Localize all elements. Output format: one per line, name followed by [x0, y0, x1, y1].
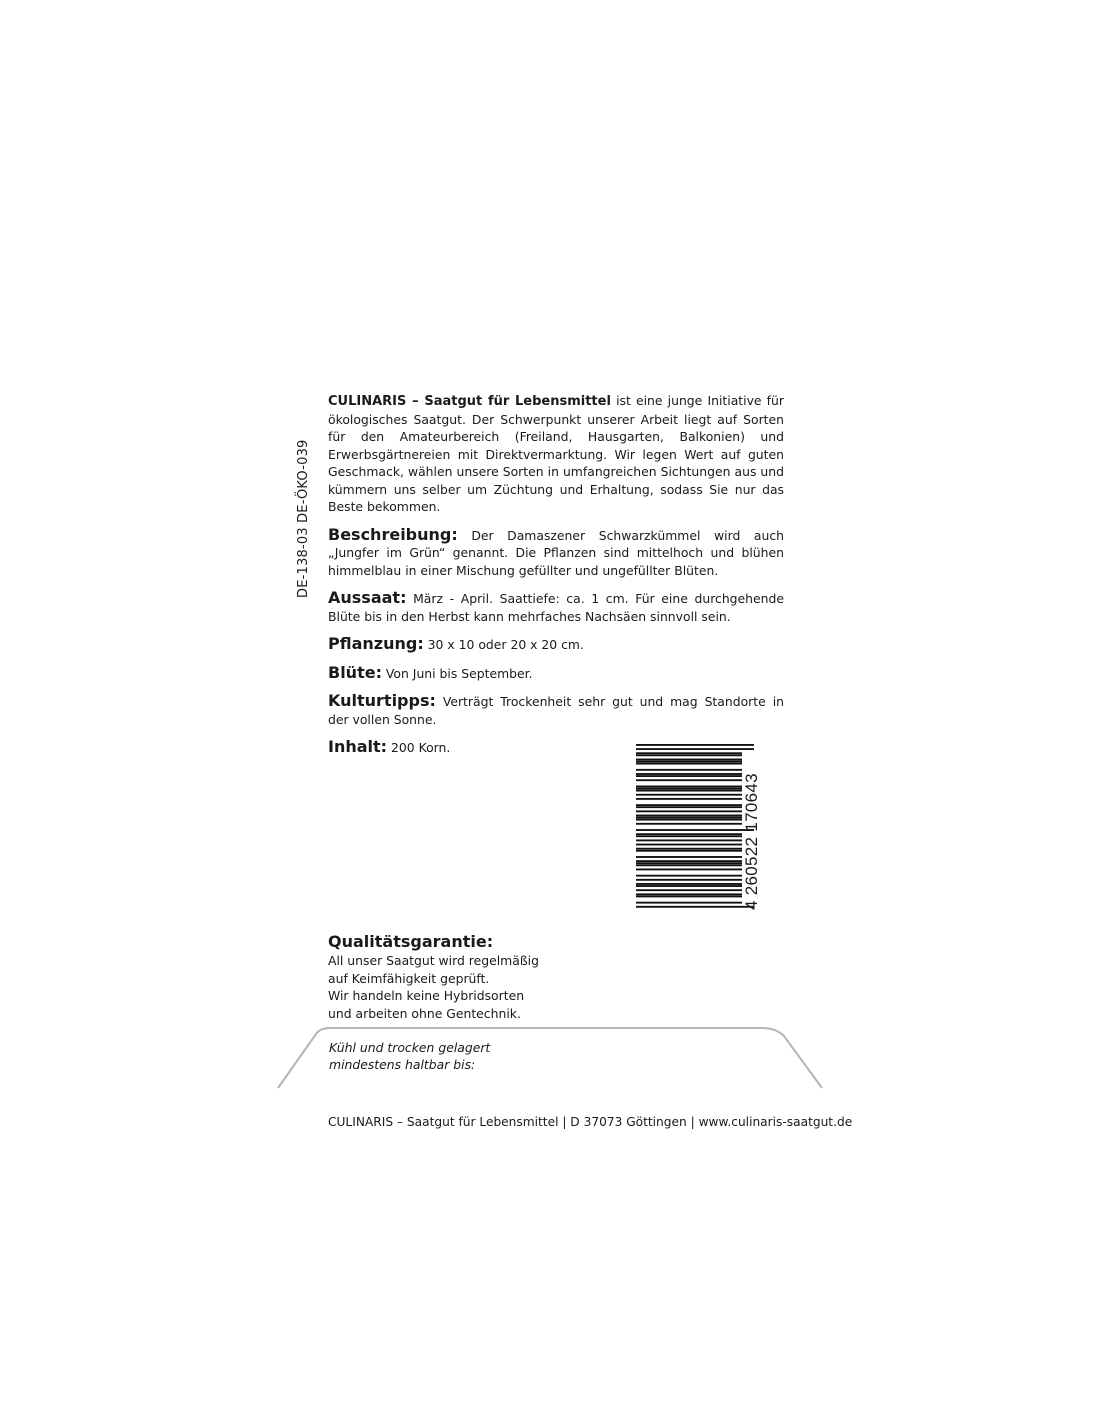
- barcode-bar: [636, 788, 742, 790]
- barcode-bar: [636, 779, 742, 781]
- barcode-bar: [636, 850, 742, 852]
- barcode-bar: [636, 794, 742, 796]
- quality-line: Wir handeln keine Hybridsorten: [328, 988, 525, 1003]
- barcode-bar: [636, 906, 754, 908]
- section-label: Inhalt:: [328, 737, 388, 756]
- barcode-bar: [636, 829, 754, 831]
- quality-title: Qualitätsgarantie:: [328, 932, 494, 951]
- footer-address: CULINARIS – Saatgut für Lebensmittel | D 37073 Göttingen | www.culinaris-saatgut.de: [328, 1115, 853, 1129]
- section-aussaat: [328, 589, 784, 625]
- barcode-bar: [636, 806, 742, 808]
- quality-line: und arbeiten ohne Gentechnik.: [328, 1005, 521, 1021]
- barcode-bar: [636, 848, 742, 850]
- barcode-bar: [636, 875, 742, 877]
- storage-line: mindestens haltbar bis:: [329, 1057, 476, 1072]
- barcode-bar: [636, 773, 742, 775]
- quality-line: auf Keimfähigkeit geprüft.: [328, 970, 490, 986]
- product-info: [328, 392, 784, 757]
- barcode-bar: [636, 883, 742, 885]
- barcode-bar: [636, 754, 742, 756]
- barcode-bar: [636, 804, 742, 806]
- section-label: Aussaat:: [328, 588, 407, 607]
- barcode-digits: 4 260522 170643: [742, 773, 761, 910]
- barcode-bar: [636, 869, 742, 871]
- barcode-bar: [636, 763, 742, 765]
- barcode-bar: [636, 798, 742, 800]
- quality-guarantee: [328, 932, 588, 1022]
- brand-name: CULINARIS – Saatgut für Lebensmittel: [328, 394, 611, 409]
- barcode-bar: [636, 819, 742, 821]
- section-text: 200 Korn.: [387, 740, 451, 755]
- section-text: Der Damaszener Schwarzkümmel wird auch „Jungfer im Grün“ genannt. Die Pflanzen sind mittelhoch und blühen himmelblau in einer Mischung gefüllter und ungefüllter Blüten.: [328, 527, 784, 578]
- barcode-bar: [636, 810, 742, 812]
- barcode-bar: [636, 744, 754, 746]
- section-beschreibung: [328, 526, 784, 580]
- barcode-bar: [636, 862, 742, 864]
- section-label: Pflanzung:: [328, 634, 424, 653]
- intro-text: ist eine junge Initiative für ökologisches Saatgut. Der Schwerpunkt unserer Arbeit liegt auf Sorten für den Amateurbereich (Freiland, Hausgarten, Balkonien) und Erwerbsgärtnereien mit Direktvermarktung. Wir legen Wert auf guten Geschmack, wählen unsere Sorten in umfangreichen Sichtungen aus und kümmern uns selber um Züchtung und Erhaltung, sodass Sie nur das Beste bekommen.: [328, 393, 784, 514]
- barcode-bar: [636, 761, 742, 763]
- barcode-bar: [636, 769, 742, 771]
- barcode-bar: [636, 879, 742, 881]
- barcode-bar: [636, 856, 742, 858]
- section-text: März - April. Saattiefe: ca. 1 cm. Für eine durchgehende Blüte bis in den Herbst kann mehrfaches Nachsäen sinnvoll sein.: [328, 591, 784, 624]
- barcode-bar: [636, 902, 742, 904]
- barcode-bar: [636, 823, 742, 825]
- section-kulturtipps: [328, 692, 784, 728]
- storage-note: [329, 1039, 490, 1073]
- barcode-bar: [636, 864, 742, 866]
- barcode-bar: [636, 815, 742, 817]
- section-text: Von Juni bis September.: [381, 665, 533, 681]
- intro-paragraph: [328, 392, 784, 516]
- section-label: Kulturtipps:: [328, 691, 436, 710]
- section-pflanzung: [328, 635, 784, 654]
- section-bluete: [328, 664, 784, 683]
- barcode-bar: [636, 759, 742, 761]
- barcode-bar: [636, 817, 742, 819]
- section-text: Verträgt Trockenheit sehr gut und mag Standorte in der vollen Sonne.: [328, 694, 784, 727]
- quality-line: All unser Saatgut wird regelmäßig: [328, 953, 539, 968]
- barcode-bar: [636, 885, 742, 887]
- barcode-bar: [636, 748, 754, 750]
- barcode-bar: [636, 860, 742, 862]
- barcode-bar: [636, 839, 742, 841]
- section-label: Blüte:: [328, 662, 382, 682]
- section-label: Beschreibung:: [328, 524, 458, 544]
- barcode-bar: [636, 833, 742, 835]
- barcode-bar: [636, 893, 742, 895]
- barcode-bar: [636, 844, 742, 846]
- certification-code: [296, 439, 316, 598]
- barcode-bar: [636, 835, 742, 837]
- storage-line: Kühl und trocken gelagert: [329, 1040, 491, 1055]
- section-text: 30 x 10 oder 20 x 20 cm.: [423, 637, 584, 652]
- barcode-bar: [636, 895, 742, 897]
- barcode-bar: [636, 775, 742, 777]
- barcode-bar: [636, 889, 742, 891]
- certification-code-text: DE-138-03 DE-ÖKO-039: [296, 439, 311, 598]
- barcode-bar: [636, 790, 742, 792]
- barcode-bar: [636, 786, 742, 788]
- barcode-bar: [636, 752, 742, 754]
